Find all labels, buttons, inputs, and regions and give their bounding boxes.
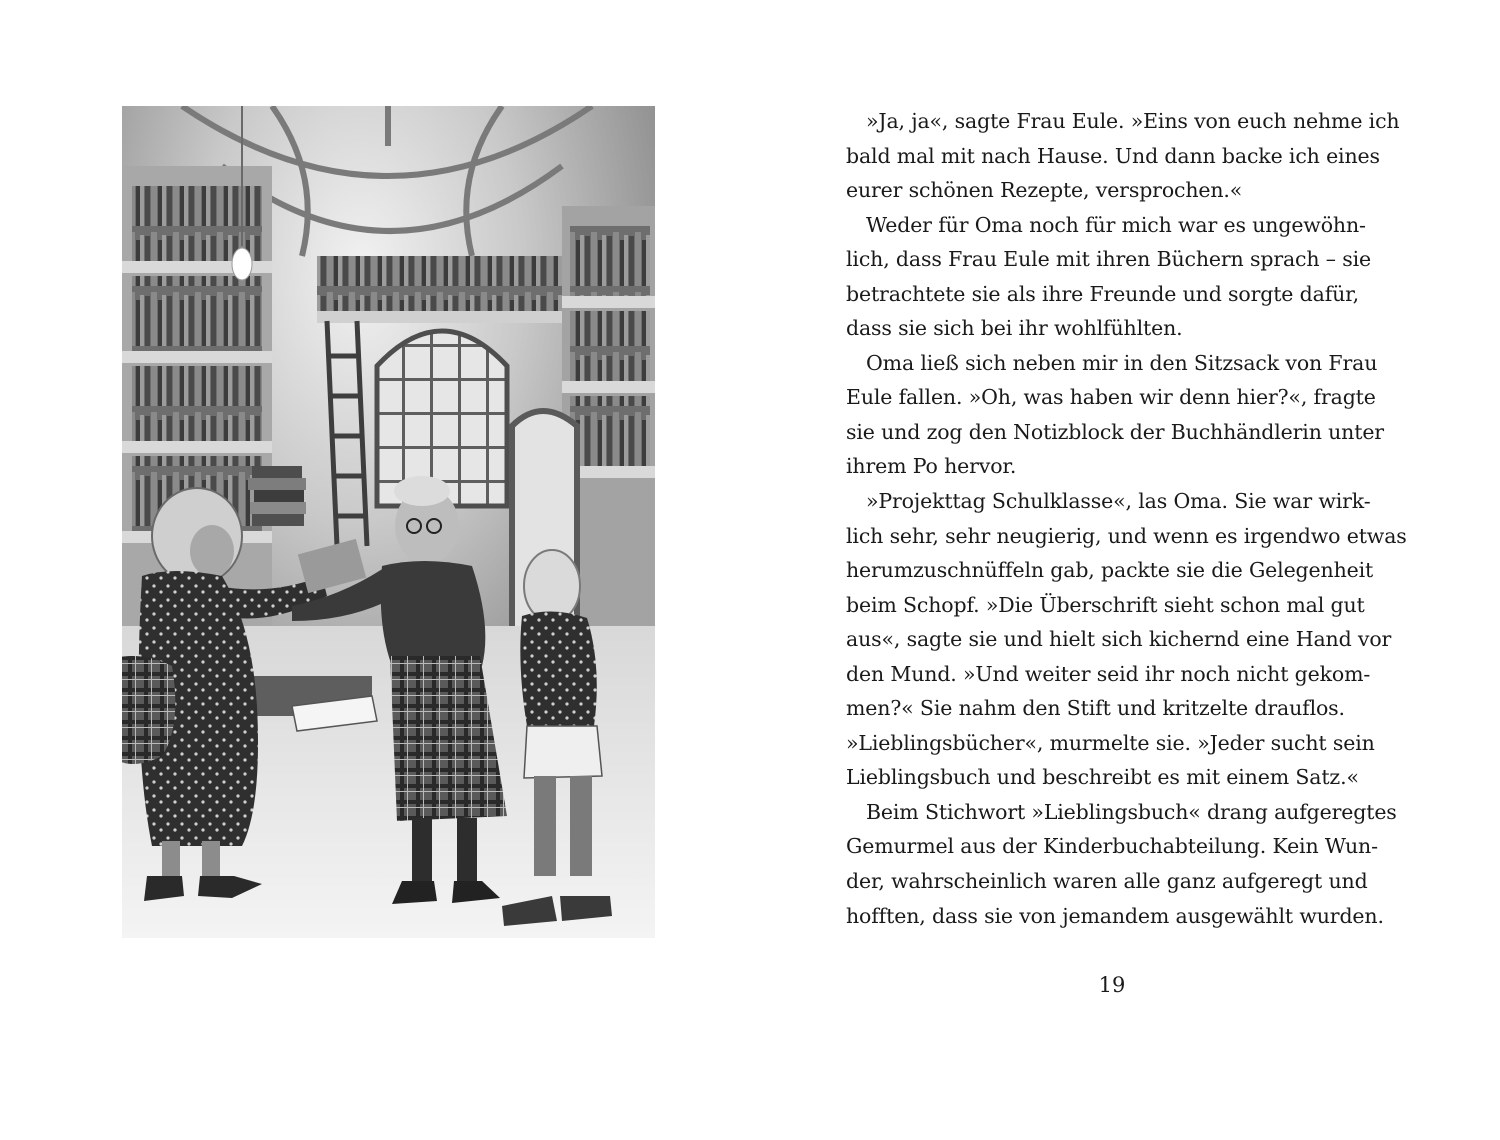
text-line: den Mund. »Und weiter seid ihr noch nicht gekom- xyxy=(846,661,1371,686)
text-line: hofften, dass sie von jemandem ausgewählt wurden. xyxy=(846,903,1384,928)
text-line: bald mal mit nach Hause. Und dann backe ich eines xyxy=(846,143,1380,168)
text-line: betrachtete sie als ihre Freunde und sorgte dafür, xyxy=(846,281,1359,306)
page-text xyxy=(846,104,1407,933)
text-line: Gemurmel aus der Kinderbuchabteilung. Kein Wun- xyxy=(846,834,1378,859)
text-line: »Ja, ja«, sagte Frau Eule. »Eins von euch nehme ich xyxy=(866,109,1400,133)
text-line: Oma ließ sich neben mir in den Sitzsack von Frau xyxy=(866,350,1378,375)
text-line: lich, dass Frau Eule mit ihren Büchern sprach – sie xyxy=(846,247,1372,272)
text-line: der, wahrscheinlich waren alle ganz aufgeregt und xyxy=(846,869,1368,894)
text-line: »Lieblingsbücher«, murmelte sie. »Jeder sucht sein xyxy=(846,730,1375,755)
text-line: Lieblingsbuch und beschreibt es mit einem Satz.« xyxy=(846,765,1359,790)
text-line: lich sehr, sehr neugierig, und wenn es irgendwo etwas xyxy=(846,523,1407,548)
text-line: ihrem Po hervor. xyxy=(846,454,1017,479)
text-line: beim Schopf. »Die Überschrift sieht schon mal gut xyxy=(846,592,1365,617)
text-line: herumzuschnüffeln gab, packte sie die Gelegenheit xyxy=(846,558,1374,583)
text-line: Beim Stichwort »Lieblingsbuch« drang aufgeregtes xyxy=(866,799,1397,824)
page-number: 19 xyxy=(1098,973,1126,997)
illustration-artwork xyxy=(122,106,655,938)
text-line: men?« Sie nahm den Stift und kritzelte drauflos. xyxy=(846,696,1345,721)
text-line: Eule fallen. »Oh, was haben wir denn hier?«, fragte xyxy=(846,385,1376,410)
text-line: aus«, sagte sie und hielt sich kichernd eine Hand vor xyxy=(846,627,1392,652)
text-line: eurer schönen Rezepte, versprochen.« xyxy=(846,178,1243,203)
bookshop-illustration xyxy=(122,106,655,938)
text-line: »Projekttag Schulklasse«, las Oma. Sie war wirk- xyxy=(866,489,1371,514)
text-line: sie und zog den Notizblock der Buchhändlerin unter xyxy=(846,419,1384,444)
text-line: Weder für Oma noch für mich war es ungewöhn- xyxy=(866,212,1366,237)
text-line: dass sie sich bei ihr wohlfühlten. xyxy=(846,316,1183,341)
